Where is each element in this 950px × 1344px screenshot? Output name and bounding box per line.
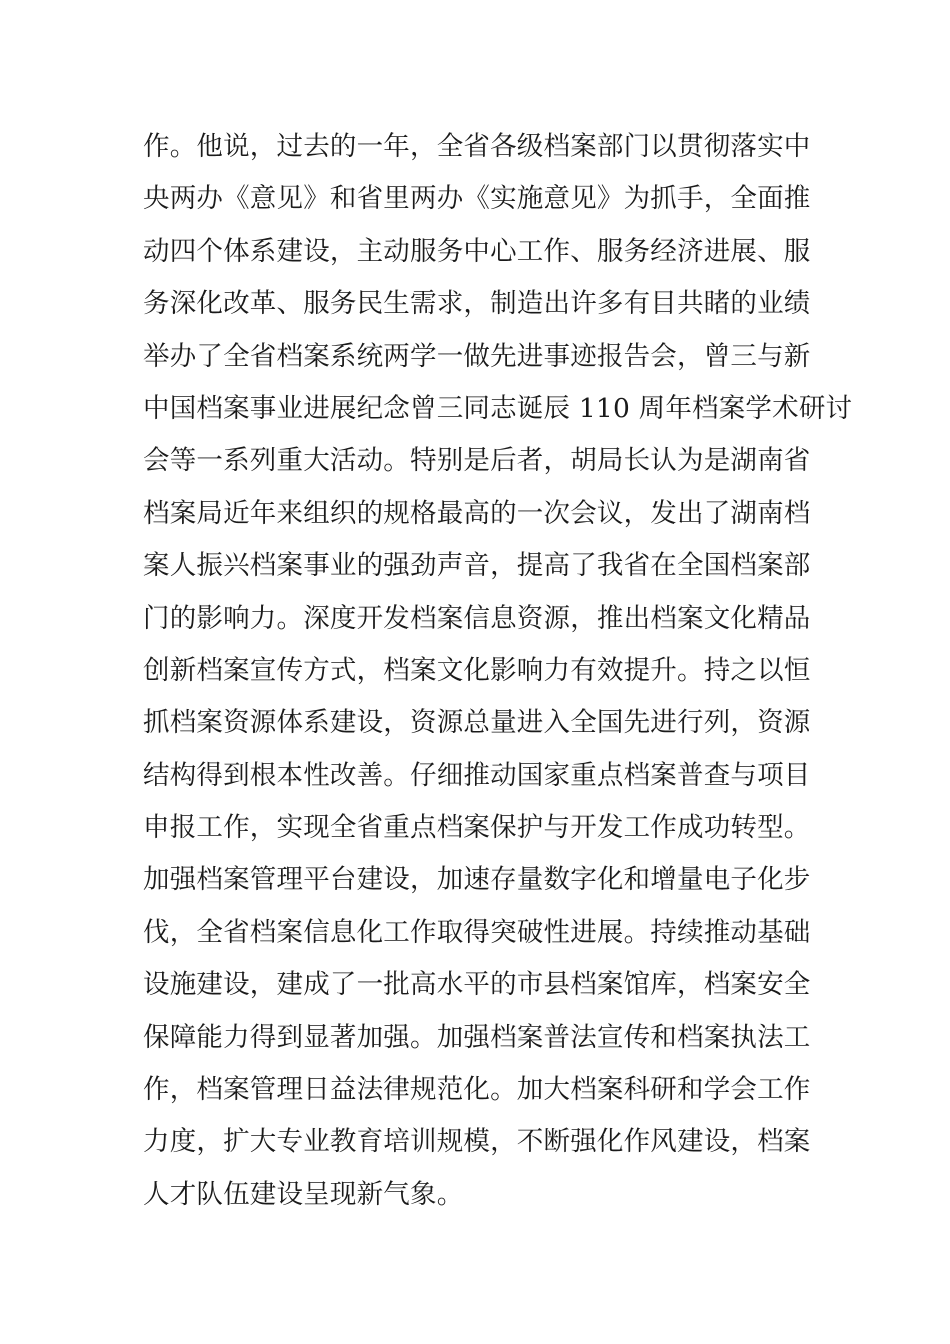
paragraph-line: 伐，全省档案信息化工作取得突破性进展。持续推动基础 <box>143 916 811 948</box>
paragraph-line: 动四个体系建设，主动服务中心工作、服务经济进展、服 <box>143 235 811 267</box>
paragraph-line: 力度，扩大专业教育培训规模，不断强化作风建设，档案 <box>143 1126 811 1158</box>
paragraph-line: 中国档案事业进展纪念曾三同志诞辰 110 周年档案学术研讨 <box>143 392 853 424</box>
paragraph-line: 会等一系列重大活动。特别是后者，胡局长认为是湖南省 <box>143 445 811 477</box>
paragraph-line: 创新档案宣传方式，档案文化影响力有效提升。持之以恒 <box>143 654 811 686</box>
paragraph-line: 保障能力得到显著加强。加强档案普法宣传和档案执法工 <box>143 1021 811 1053</box>
paragraph-line: 设施建设，建成了一批高水平的市县档案馆库，档案安全 <box>143 969 811 1001</box>
paragraph-line: 案人振兴档案事业的强劲声音，提高了我省在全国档案部 <box>143 550 811 582</box>
paragraph-line: 档案局近年来组织的规格最高的一次会议，发出了湖南档 <box>143 497 811 529</box>
paragraph-line: 作。他说，过去的一年，全省各级档案部门以贯彻落实中 <box>143 131 811 162</box>
paragraph-line: 门的影响力。深度开发档案信息资源，推出档案文化精品 <box>143 602 811 634</box>
paragraph-line: 抓档案资源体系建设，资源总量进入全国先进行列，资源 <box>143 707 811 739</box>
paragraph-line: 央两办《意见》和省里两办《实施意见》为抓手，全面推 <box>143 183 811 215</box>
paragraph-line: 结构得到根本性改善。仔细推动国家重点档案普查与项目 <box>143 759 811 791</box>
paragraph-line: 加强档案管理平台建设，加速存量数字化和增量电子化步 <box>143 864 811 896</box>
paragraph-line: 作，档案管理日益法律规范化。加大档案科研和学会工作 <box>143 1074 811 1106</box>
paragraph-line: 人才队伍建设呈现新气象。 <box>143 1178 464 1210</box>
paragraph-line: 举办了全省档案系统两学一做先进事迹报告会，曾三与新 <box>143 340 811 372</box>
body-paragraph <box>143 121 853 1221</box>
paragraph-line: 申报工作，实现全省重点档案保护与开发工作成功转型。 <box>143 812 811 844</box>
paragraph-line: 务深化改革、服务民生需求，制造出许多有目共睹的业绩 <box>143 288 811 320</box>
